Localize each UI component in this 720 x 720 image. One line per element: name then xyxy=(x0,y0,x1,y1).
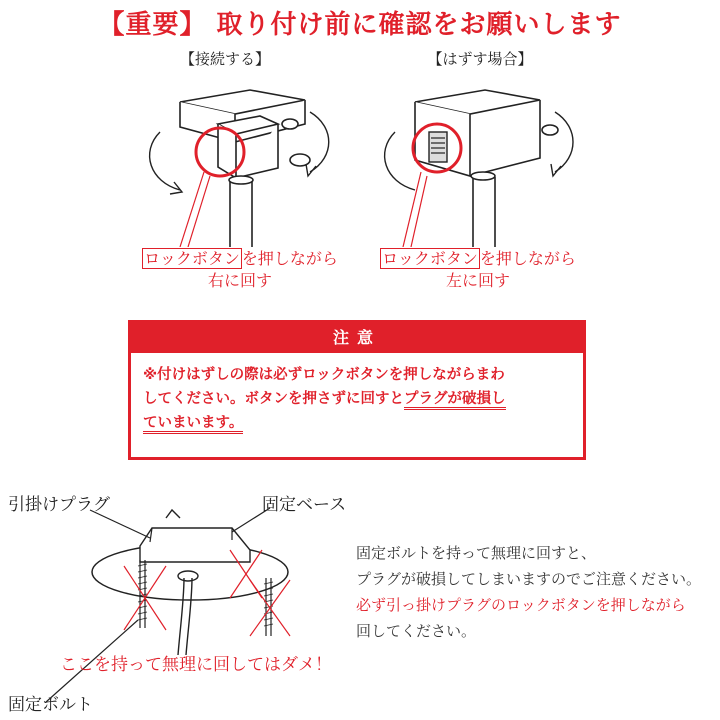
page-title: 【重要】 取り付け前に確認をお願いします xyxy=(98,10,622,40)
connect-line1: を押しながら xyxy=(241,249,338,268)
fixed-base-label: 固定ベース xyxy=(262,495,347,515)
plug-base-diagram xyxy=(0,480,360,720)
connect-instruction xyxy=(130,248,350,292)
fixed-bolt-label: 固定ボルト xyxy=(8,695,93,715)
remove-line1: を押しながら xyxy=(479,249,576,268)
note-line3: 必ず引っ掛けプラグのロックボタンを押しながら xyxy=(356,596,686,614)
lock-button-term: ロックボタン xyxy=(144,249,240,268)
hook-plug-label: 引掛けプラグ xyxy=(8,495,110,515)
connect-heading: 【接続する】 xyxy=(179,50,270,68)
note-line1: 固定ボルトを持って無理に回すと、 xyxy=(356,544,597,562)
caution-line2a: してください。ボタンを押さずに回すと xyxy=(143,391,404,407)
remove-line2: 左に回す xyxy=(445,271,510,290)
caution-line1: ※付けはずしの際は必ずロックボタンを押しながらまわ xyxy=(143,367,505,383)
note-line4: 回してください。 xyxy=(356,622,477,640)
remove-instruction xyxy=(368,248,588,292)
caution-line3: ていまいます。 xyxy=(143,415,243,434)
warning-text: ここを持って無理に回してはダメ！ xyxy=(60,655,332,675)
caution-header: 注意 xyxy=(131,323,583,353)
note-line2: プラグが破損してしまいますのでご注意ください。 xyxy=(356,570,702,588)
lock-button-term-right: ロックボタン xyxy=(382,249,478,268)
connect-line2: 右に回す xyxy=(207,271,272,290)
remove-illustration xyxy=(365,72,585,247)
usage-note xyxy=(356,540,701,644)
caution-text xyxy=(131,353,583,435)
remove-heading: 【はずす場合】 xyxy=(427,50,533,68)
connect-illustration xyxy=(130,72,350,247)
caution-line2b: プラグが破損し xyxy=(404,391,506,410)
caution-box xyxy=(128,320,586,460)
